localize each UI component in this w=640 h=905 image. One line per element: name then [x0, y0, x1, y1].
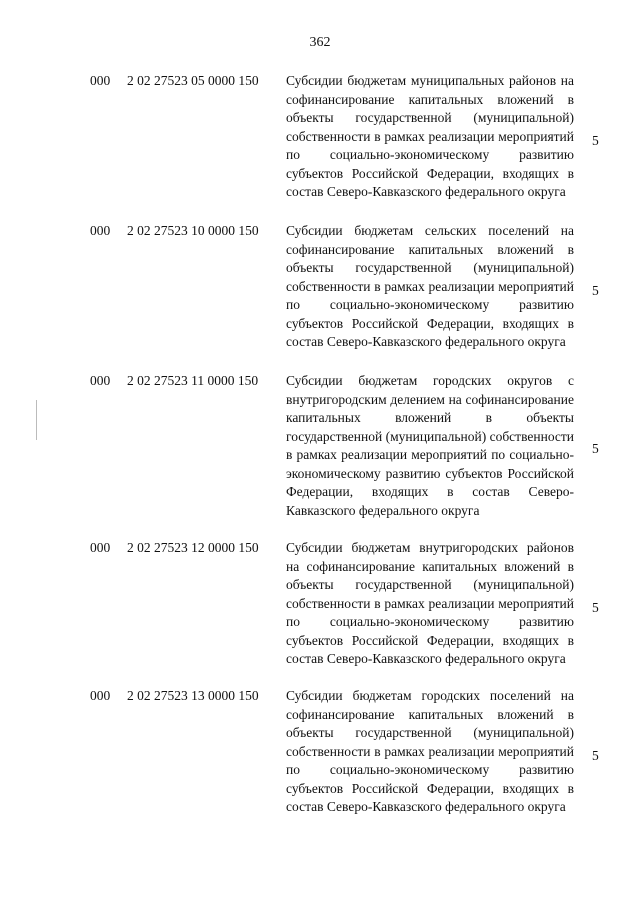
budget-classification-code: 2 02 27523 10 0000 150 [127, 223, 259, 238]
row-description: Субсидии бюджетам муниципальных районов на софинансирование капитальных вложений в объекты государственной (муниципальной) собственности в рамках реализации мероприятий по социально-экономическому развитию субъектов Российской Федерации, входящих в состав Северо-Кавказского федерального округа [286, 73, 574, 199]
margin-mark [36, 400, 37, 440]
budget-classification-code: 2 02 27523 12 0000 150 [127, 540, 259, 555]
row-description: Субсидии бюджетам сельских поселений на софинансирование капитальных вложений в объекты государственной (муниципальной) собственности в рамках реализации мероприятий по социально-экономическому развитию субъектов Российской Федерации, входящих в состав Северо-Кавказского федерального округа [286, 223, 574, 349]
budget-classification-code: 2 02 27523 11 0000 150 [127, 373, 259, 388]
admin-code: 000 [90, 540, 111, 555]
admin-code: 000 [90, 373, 111, 388]
row-description: Субсидии бюджетам городских поселений на софинансирование капитальных вложений в объекты государственной (муниципальной) собственности в рамках реализации мероприятий по социально-экономическому развитию субъектов Российской Федерации, входящих в состав Северо-Кавказского федерального округа [286, 688, 574, 814]
row-value: 5 [592, 748, 599, 763]
row-value: 5 [592, 441, 599, 456]
row-value: 5 [592, 133, 599, 148]
admin-code: 000 [90, 223, 111, 238]
budget-classification-code: 2 02 27523 13 0000 150 [127, 688, 259, 703]
row-value: 5 [592, 283, 599, 298]
page-number: 362 [309, 35, 331, 50]
admin-code: 000 [90, 73, 111, 88]
row-value: 5 [592, 600, 599, 615]
row-description: Субсидии бюджетам городских округов с внутригородским делением на софинансирование капитальных вложений в объекты государственной (муниципальной) собственности в рамках реализации мероприятий по социально-экономическому развитию субъектов Российской Федерации, входящих в состав Северо-Кавказского федерального округа [286, 373, 575, 518]
row-description: Субсидии бюджетам внутригородских районов на софинансирование капитальных вложений в объекты государственной (муниципальной) собственности в рамках реализации мероприятий по социально-экономическому развитию субъектов Российской Федерации, входящих в состав Северо-Кавказского федерального округа [286, 540, 574, 666]
admin-code: 000 [90, 688, 111, 703]
budget-classification-code: 2 02 27523 05 0000 150 [127, 73, 259, 88]
